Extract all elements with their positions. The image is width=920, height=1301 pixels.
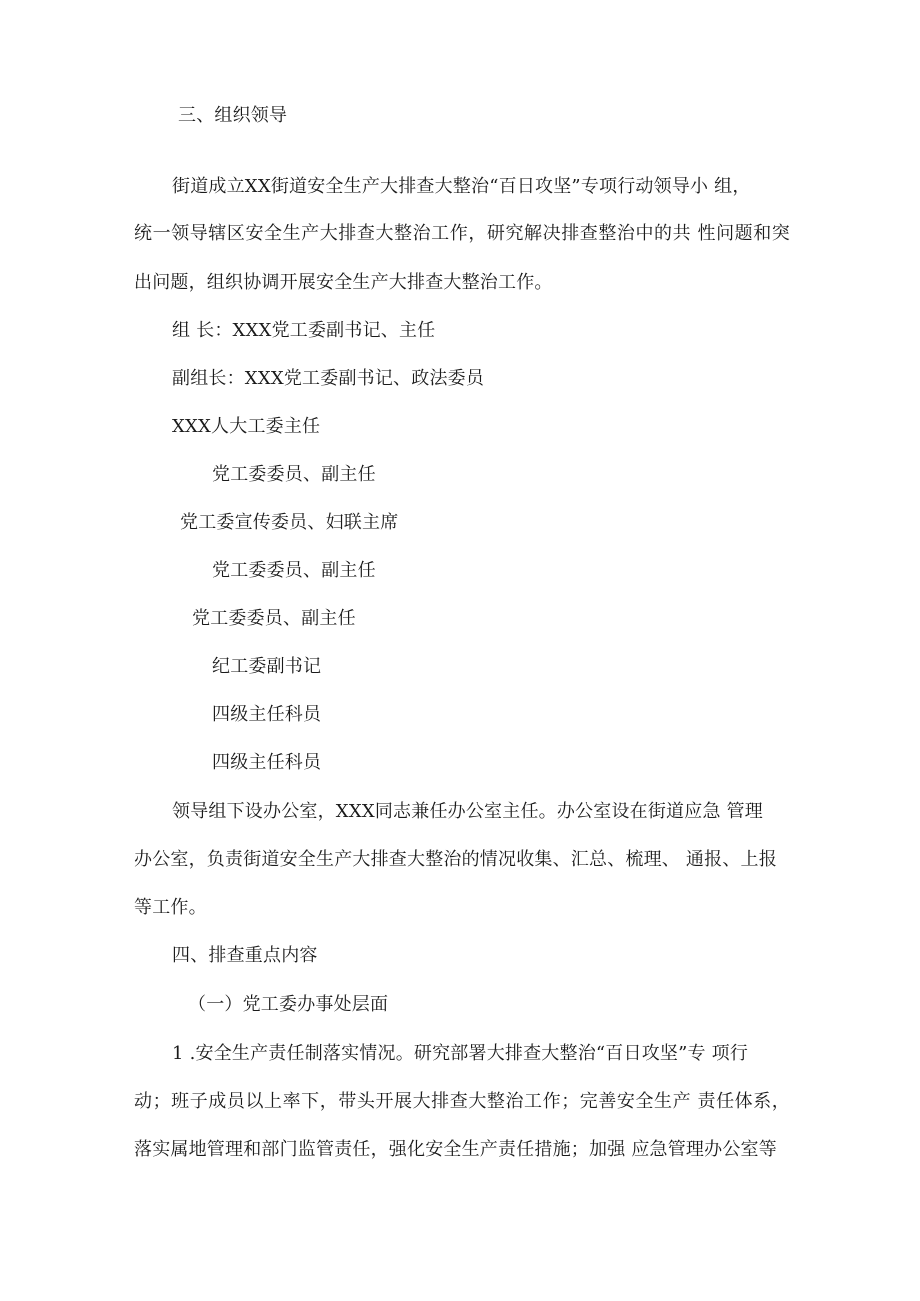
paragraph-2-line-3: 等工作。 (134, 897, 207, 918)
paragraph-1-line-3: 出问题，组织协调开展安全生产大排查大整治工作。 (134, 272, 553, 293)
member-line: 四级主任科员 (212, 704, 322, 725)
deputy-leader-line: 副组长：XXX党工委副书记、政法委员 (172, 368, 485, 389)
section-heading-key-content: 四、排查重点内容 (172, 945, 318, 966)
member-line: 党工委宣传委员、妇联主席 (180, 512, 399, 533)
member-line: 纪工委副书记 (212, 656, 322, 677)
paragraph-3-line-1: 1 .安全生产责任制落实情况。研究部署大排查大整治“百日攻坚”专 项行 (172, 1043, 749, 1064)
group-leader-line: 组 长：XXX党工委副书记、主任 (172, 320, 436, 341)
paragraph-3-line-2: 动；班子成员以上率下，带头开展大排查大整治工作；完善安全生产 责任体系， (134, 1091, 790, 1112)
member-line: 党工委委员、副主任 (212, 560, 376, 581)
paragraph-1-line-1: 街道成立XX街道安全生产大排查大整治“百日攻坚”专项行动领导小 组， (172, 176, 751, 197)
paragraph-1-line-2: 统一领导辖区安全生产大排查大整治工作，研究解决排查整治中的共 性问题和突 (134, 223, 790, 244)
paragraph-2-line-1: 领导组下设办公室，XXX同志兼任办公室主任。办公室设在街道应急 管理 (172, 801, 763, 822)
member-line: 党工委委员、副主任 (212, 464, 376, 485)
paragraph-3-line-3: 落实属地管理和部门监管责任，强化安全生产责任措施；加强 应急管理办公室等 (134, 1139, 777, 1160)
section-heading-organization: 三、组织领导 (178, 105, 288, 126)
paragraph-2-line-2: 办公室，负责街道安全生产大排查大整治的情况收集、汇总、梳理、 通报、上报 (134, 849, 777, 870)
member-line: 党工委委员、副主任 (192, 608, 356, 629)
subsection-heading: （一）党工委办事处层面 (188, 994, 389, 1015)
member-line: 四级主任科员 (212, 752, 322, 773)
member-line: XXX人大工委主任 (172, 416, 321, 437)
